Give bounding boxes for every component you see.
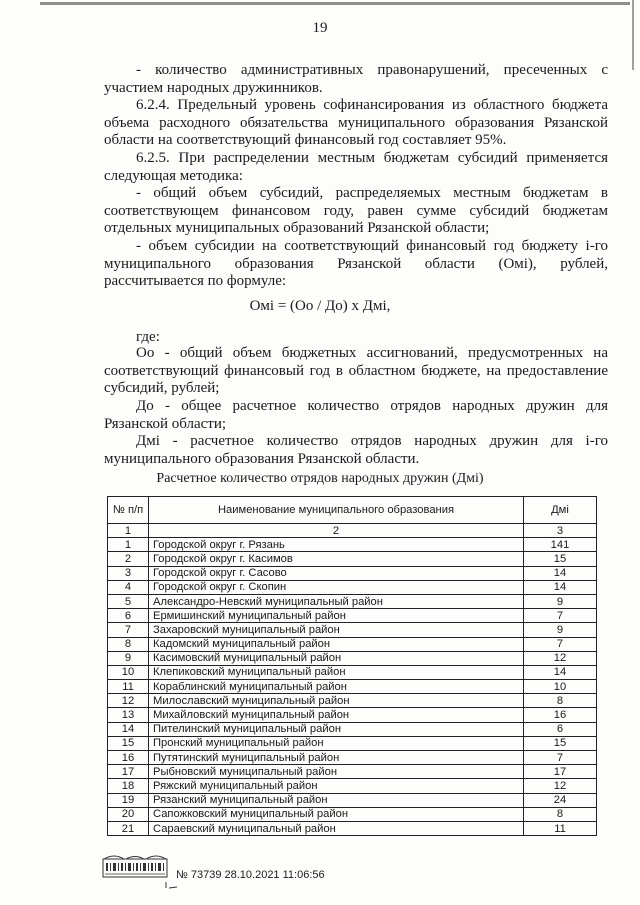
table-row bbox=[108, 637, 597, 651]
table-row bbox=[108, 722, 597, 736]
row-name: Городской округ г. Рязань bbox=[149, 538, 524, 552]
row-number: 1 bbox=[108, 538, 149, 552]
index-cell: 3 bbox=[524, 524, 597, 538]
row-name: Клепиковский муниципальный район bbox=[149, 665, 524, 679]
row-number: 15 bbox=[108, 736, 149, 750]
row-number: 11 bbox=[108, 680, 149, 694]
table-row bbox=[108, 807, 597, 821]
row-value: 12 bbox=[524, 651, 597, 665]
row-number: 19 bbox=[108, 793, 149, 807]
table-row bbox=[108, 651, 597, 665]
row-name: Кораблинский муниципальный район bbox=[149, 680, 524, 694]
row-value: 17 bbox=[524, 765, 597, 779]
table-row bbox=[108, 680, 597, 694]
barcode-stamp-icon bbox=[102, 853, 168, 879]
table-row bbox=[108, 821, 597, 835]
table-row bbox=[108, 623, 597, 637]
table-header-row bbox=[108, 497, 597, 524]
row-number: 17 bbox=[108, 765, 149, 779]
definition-dmi: Дмi - расчетное количество отрядов народных дружин для i-го муниципального образования Рязанской области. bbox=[104, 433, 608, 467]
row-value: 14 bbox=[524, 566, 597, 580]
where-label: где: bbox=[136, 329, 160, 345]
row-value: 12 bbox=[524, 779, 597, 793]
row-name: Милославский муниципальный район bbox=[149, 694, 524, 708]
paragraph-2: 6.2.4. Предельный уровень софинансирования из областного бюджета объема расходного обязательства муниципального образования Рязанской области на соответствующий финансовый год составляет 95%. bbox=[104, 97, 608, 148]
header-value: Дмi bbox=[524, 497, 597, 524]
table-row bbox=[108, 736, 597, 750]
row-name: Сапожковский муниципальный район bbox=[149, 807, 524, 821]
row-value: 15 bbox=[524, 552, 597, 566]
row-number: 21 bbox=[108, 821, 149, 835]
table-row bbox=[108, 751, 597, 765]
formula: Омi = (Оо / До) х Дмi, bbox=[249, 298, 391, 314]
druzhina-table bbox=[107, 496, 597, 836]
row-name: Ермишинский муниципальный район bbox=[149, 609, 524, 623]
definition-oo: Оо - общий объем бюджетных ассигнований, предусмотренных на соответствующий финансовый год в областном бюджете, на предоставление субсидий, рублей; bbox=[104, 345, 608, 396]
row-name: Касимовский муниципальный район bbox=[149, 651, 524, 665]
row-name: Захаровский муниципальный район bbox=[149, 623, 524, 637]
row-value: 11 bbox=[524, 821, 597, 835]
row-number: 3 bbox=[108, 566, 149, 580]
row-number: 8 bbox=[108, 637, 149, 651]
row-name: Путятинский муниципальный район bbox=[149, 751, 524, 765]
index-cell: 1 bbox=[108, 524, 149, 538]
row-name: Александро-Невский муниципальный район bbox=[149, 594, 524, 608]
row-number: 2 bbox=[108, 552, 149, 566]
table-row bbox=[108, 580, 597, 594]
row-number: 12 bbox=[108, 694, 149, 708]
row-number: 4 bbox=[108, 580, 149, 594]
row-name: Рыбновский муниципальный район bbox=[149, 765, 524, 779]
row-value: 7 bbox=[524, 609, 597, 623]
handwritten-mark-icon bbox=[165, 880, 179, 890]
row-number: 16 bbox=[108, 751, 149, 765]
row-number: 20 bbox=[108, 807, 149, 821]
scan-edge-top bbox=[40, 2, 630, 5]
table-caption: Расчетное количество отрядов народных дружин (Дмi) bbox=[156, 471, 484, 486]
row-value: 6 bbox=[524, 722, 597, 736]
row-value: 10 bbox=[524, 680, 597, 694]
row-number: 5 bbox=[108, 594, 149, 608]
paragraph-5: - объем субсидии на соответствующий финансовый год бюджету i-го муниципального образования Рязанской области (Омi), рублей, рассчитывается по формуле: bbox=[104, 238, 608, 289]
row-name: Кадомский муниципальный район bbox=[149, 637, 524, 651]
row-number: 6 bbox=[108, 609, 149, 623]
row-value: 16 bbox=[524, 708, 597, 722]
page-number: 19 bbox=[312, 20, 328, 36]
row-name: Городской округ г. Скопин bbox=[149, 580, 524, 594]
table-row bbox=[108, 708, 597, 722]
table-row bbox=[108, 552, 597, 566]
footer-registration: № 73739 28.10.2021 11:06:56 bbox=[176, 869, 325, 881]
paragraph-1: - количество административных правонарушений, пресеченных с участием народных дружинников. bbox=[104, 62, 608, 96]
row-value: 8 bbox=[524, 807, 597, 821]
row-name: Городской округ г. Сасово bbox=[149, 566, 524, 580]
row-number: 18 bbox=[108, 779, 149, 793]
row-number: 10 bbox=[108, 665, 149, 679]
table-row bbox=[108, 566, 597, 580]
table-row bbox=[108, 793, 597, 807]
row-number: 13 bbox=[108, 708, 149, 722]
row-value: 9 bbox=[524, 594, 597, 608]
row-value: 8 bbox=[524, 694, 597, 708]
index-cell: 2 bbox=[149, 524, 524, 538]
table-row bbox=[108, 665, 597, 679]
row-number: 9 bbox=[108, 651, 149, 665]
row-number: 7 bbox=[108, 623, 149, 637]
row-value: 7 bbox=[524, 751, 597, 765]
row-value: 15 bbox=[524, 736, 597, 750]
table-row bbox=[108, 609, 597, 623]
table-row bbox=[108, 538, 597, 552]
definition-do: До - общее расчетное количество отрядов народных дружин для Рязанской области; bbox=[104, 398, 608, 432]
row-value: 14 bbox=[524, 580, 597, 594]
row-name: Пителинский муниципальный район bbox=[149, 722, 524, 736]
row-value: 9 bbox=[524, 623, 597, 637]
table-row bbox=[108, 594, 597, 608]
row-name: Ряжский муниципальный район bbox=[149, 779, 524, 793]
row-value: 7 bbox=[524, 637, 597, 651]
row-number: 14 bbox=[108, 722, 149, 736]
table-index-row bbox=[108, 524, 597, 538]
table-row bbox=[108, 694, 597, 708]
row-value: 14 bbox=[524, 665, 597, 679]
header-name: Наименование муниципального образования bbox=[149, 497, 524, 524]
row-name: Сараевский муниципальный район bbox=[149, 821, 524, 835]
row-value: 24 bbox=[524, 793, 597, 807]
row-value: 141 bbox=[524, 538, 597, 552]
paragraph-3: 6.2.5. При распределении местным бюджетам субсидий применяется следующая методика: bbox=[104, 150, 608, 184]
header-num: № п/п bbox=[108, 497, 149, 524]
table-row bbox=[108, 765, 597, 779]
row-name: Михайловский муниципальный район bbox=[149, 708, 524, 722]
paragraph-4: - общий объем субсидий, распределяемых местным бюджетам в соответствующем финансовом году, равен сумме субсидий бюджетам отдельных муниципальных образований Рязанской области; bbox=[104, 185, 608, 236]
row-name: Городской округ г. Касимов bbox=[149, 552, 524, 566]
row-name: Рязанский муниципальный район bbox=[149, 793, 524, 807]
table-row bbox=[108, 779, 597, 793]
row-name: Пронский муниципальный район bbox=[149, 736, 524, 750]
